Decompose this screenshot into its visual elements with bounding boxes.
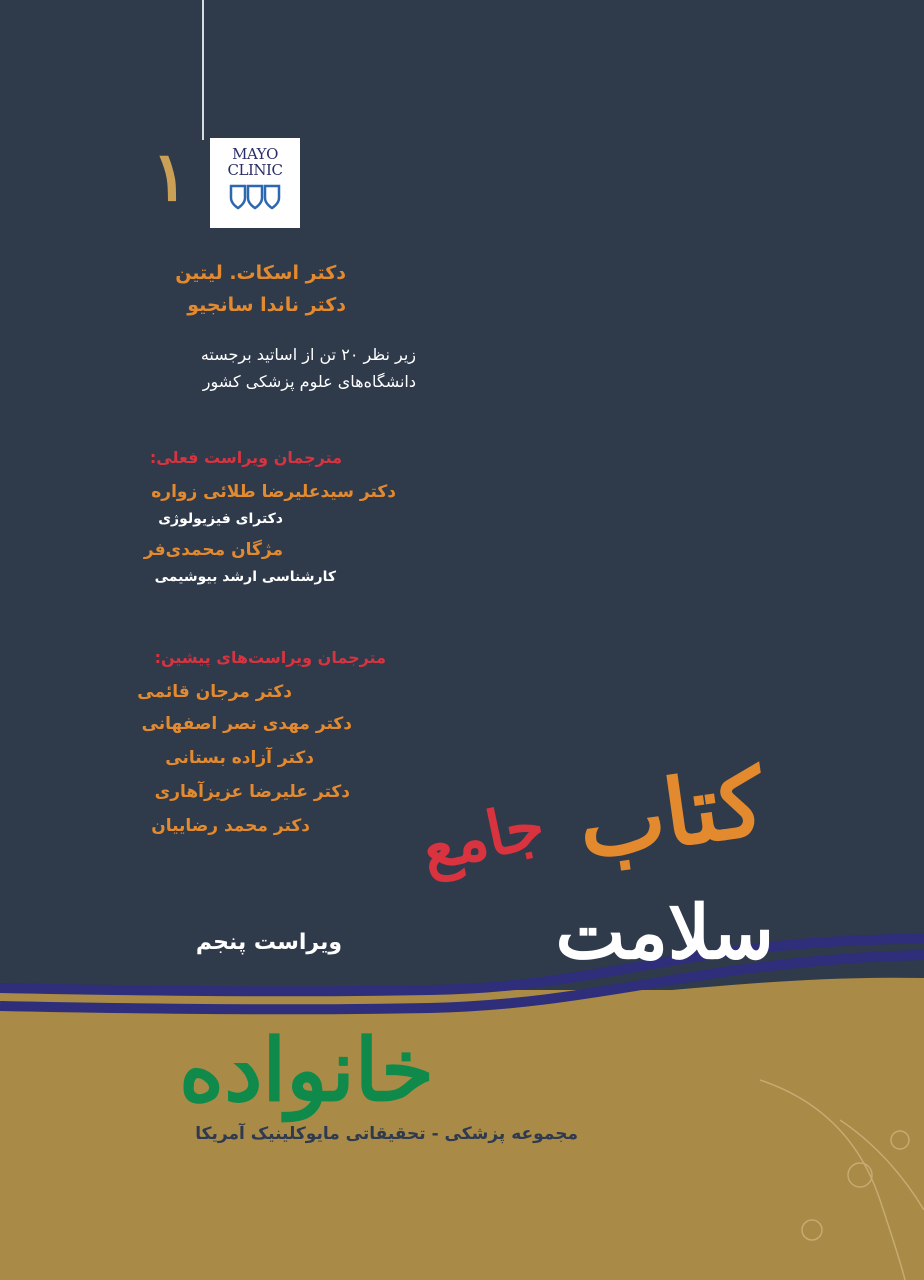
mayo-clinic-logo — [210, 138, 300, 228]
subtitle: مجموعه پزشکی - تحقیقاتی مایوکلینیک آمریکا — [195, 1124, 578, 1144]
shields-icon — [228, 184, 282, 210]
current-editor-title-1: دکترای فیزیولوژی — [158, 511, 283, 527]
current-editor-title-2: کارشناسی ارشد بیوشیمی — [154, 569, 336, 585]
author-2: دکتر ناندا سانجیو — [187, 294, 346, 316]
previous-editor-5: دکتر محمد رضاییان — [151, 816, 310, 836]
volume-number: ۱ — [151, 137, 189, 217]
supervision-line-1: زیر نظر ۲۰ تن از اساتید برجسته — [200, 345, 416, 364]
logo-text-1: MAYO — [232, 145, 278, 163]
title-word-family: خانواده — [179, 1020, 434, 1121]
author-1: دکتر اسکات. لیتین — [175, 262, 346, 284]
current-editors-heading: مترجمان ویراست فعلی: — [149, 448, 342, 467]
logo-text-2: CLINIC — [227, 161, 283, 179]
title-word-health: سلامت — [555, 890, 774, 976]
previous-editors-heading: مترجمان ویراست‌های پیشین: — [154, 648, 386, 667]
edition-label: ویراست پنجم — [195, 930, 342, 955]
current-editor-name-1: دکتر سیدعلیرضا طلائی زواره — [151, 482, 396, 502]
previous-editor-4: دکتر علیرضا عزیزآهاری — [154, 782, 350, 802]
top-divider-line — [202, 0, 204, 140]
title-word-comprehensive: جامع — [414, 787, 551, 886]
previous-editor-3: دکتر آزاده بستانی — [165, 748, 314, 768]
title-word-book: کتاب — [571, 747, 771, 881]
supervision-line-2: دانشگاه‌های علوم پزشکی کشور — [202, 372, 416, 391]
previous-editor-2: دکتر مهدی نصر اصفهانی — [141, 714, 352, 734]
previous-editor-1: دکتر مرجان قائمی — [137, 682, 292, 702]
current-editor-name-2: مژگان محمدی‌فر — [143, 540, 283, 560]
